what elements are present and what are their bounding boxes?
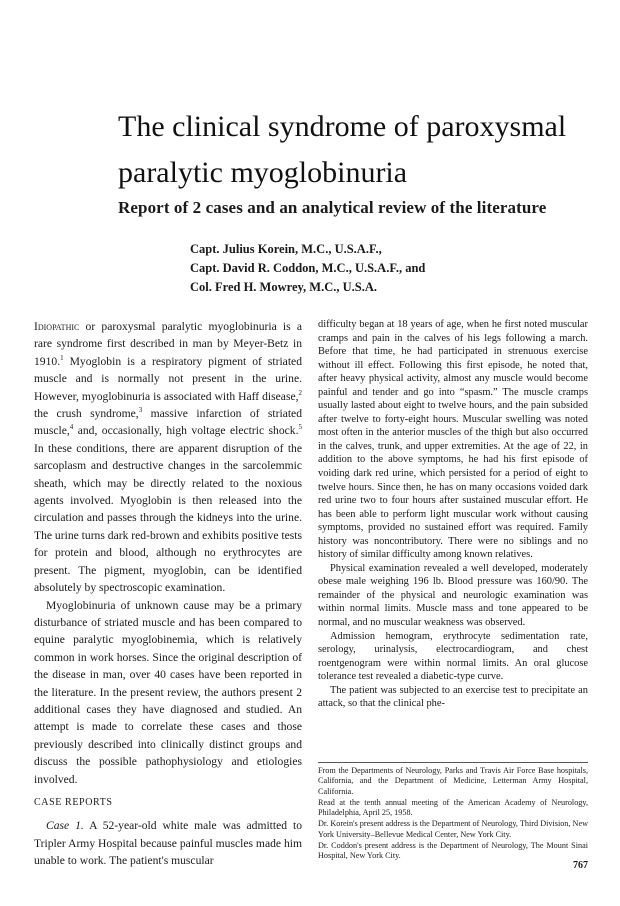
intro-text-f: In these conditions, there are apparent disruption of the sarcoplasm and destructive changes in the sarcolemmic sheath, which may be directly related to the noxious agents involved. Myoglobin is then released into the circulation and passes through the kidneys into the urine. The urine turns dark red-brown and exhibits positive tests for protein and blood, although no erythrocytes are present. The pigment, myoglobin, can be identified absolutely by spectroscopic examination.: [34, 441, 302, 595]
footnote-korein-address: Dr. Korein's present address is the Department of Neurology, Third Division, New York University–Bellevue Medical Center, New York City.: [318, 819, 588, 839]
author-2: Capt. David R. Coddon, M.C., U.S.A.F., and: [190, 261, 426, 275]
reference-2: 2: [298, 388, 302, 397]
intro-text-b: Myoglobin is a respiratory pigment of striated muscle and is normally not present in the urine. However, myoglobinuria is associated with Haff disease,: [34, 354, 302, 403]
reference-1: 1: [60, 353, 64, 362]
exercise-test-paragraph: The patient was subjected to an exercise test to precipitate an attack, so that the clinical phe-: [318, 684, 588, 710]
reference-5: 5: [298, 423, 302, 432]
author-list: [190, 240, 550, 297]
case-1-paragraph: [34, 817, 302, 869]
footnotes: [318, 766, 588, 863]
history-paragraph: difficulty began at 18 years of age, when he first noted muscular cramps and pain in the calves of his legs following a march. Before that time, he had participated in strenuous exercise without ill effect. Following this first episode, he noted that, after heavy physical activity, almost any muscle would become painful and tender and go into “spasm.” The muscle cramps usually lasted about eight to twelve hours, and the pain subsided after twelve to forty-eight hours. Muscular swelling was noted most often in the anterior muscles of the thigh but also occurred in the calves, trunk, and upper extremities. At the age of 22, in addition to the above symptoms, he had his first episode of voiding dark red urine, which persisted for a period of eight to twelve hours. Since then, he has on many occasions voided dark red urine two to four hours after sustained muscular effort. He has been able to perform light muscular work without causing symptoms, provided no sustained effort was required. Family history was noncontributory. There were no siblings and no history of similar difficulty among known relatives.: [318, 319, 588, 561]
physical-exam-paragraph: Physical examination revealed a well developed, moderately obese male weighing 196 lb. Blood pressure was 160/90. The remainder of the physical and neurologic examination was within normal limits. Muscle mass and tone appeared to be normal, and no muscular weakness was observed.: [318, 562, 588, 629]
intro-text-d: massive infarction of striated muscle,: [34, 407, 302, 438]
case-1-text: A 52-year-old white male was admitted to Tripler Army Hospital because painful muscles made him unable to work. The patient's muscular: [34, 819, 302, 868]
reference-3: 3: [138, 406, 143, 415]
left-column: [34, 318, 302, 870]
author-1: Capt. Julius Korein, M.C., U.S.A.F.,: [190, 242, 382, 256]
footnote-affiliation: From the Departments of Neurology, Parks and Travis Air Force Base hospitals, California, and the Department of Medicine, Letterman Army Hospital, California.: [318, 766, 588, 796]
right-column: [318, 318, 588, 711]
footnote-divider: [318, 762, 588, 763]
footnote-meeting: Read at the tenth annual meeting of the American Academy of Neurology, Philadelphia, April 25, 1958.: [318, 797, 588, 818]
intro-text-c: the crush syndrome,: [34, 407, 139, 421]
section-heading-case-reports: CASE REPORTS: [34, 796, 113, 808]
footnote-coddon-address: Dr. Coddon's present address is the Department of Neurology, The Mount Sinai Hospital, New York City.: [318, 841, 588, 861]
background-paragraph: Myoglobinuria of unknown cause may be a primary disturbance of striated muscle and has been compared to equine paralytic myoglobinemia, which is relatively common in work horses. Since the original description of the disease in man, over 40 cases have been reported in the literature. In the present review, the authors present 2 additional cases they have diagnosed and studied. An attempt is made to correlate these cases and those previously described into clinically distinct groups and discuss the possible pathophysiology and etiologies involved.: [34, 598, 302, 786]
intro-text-e: and, occasionally, high voltage electric shock.: [73, 424, 299, 438]
lab-results-paragraph: Admission hemogram, erythrocyte sedimentation rate, serology, urinalysis, electrocardiogram, and chest roentgenogram were within normal limits. An oral glucose tolerance test revealed a diabetic-type curve.: [318, 630, 588, 683]
intro-text-a: or paroxysmal paralytic myoglobinuria is a rare syndrome first described in man by Meyer-Betz in 1910.: [34, 320, 302, 368]
intro-paragraph: [34, 318, 302, 597]
reference-4: 4: [69, 423, 74, 432]
case-1-label: Case 1.: [46, 819, 84, 833]
author-3: Col. Fred H. Mowrey, M.C., U.S.A.: [190, 280, 378, 294]
article-subtitle: Report of 2 cases and an analytical review of the literature: [118, 198, 547, 217]
page-number: 767: [573, 860, 588, 871]
article-title: The clinical syndrome of paroxysmal paralytic myoglobinuria: [118, 110, 567, 189]
drop-lead: Idiopathic: [34, 320, 80, 333]
